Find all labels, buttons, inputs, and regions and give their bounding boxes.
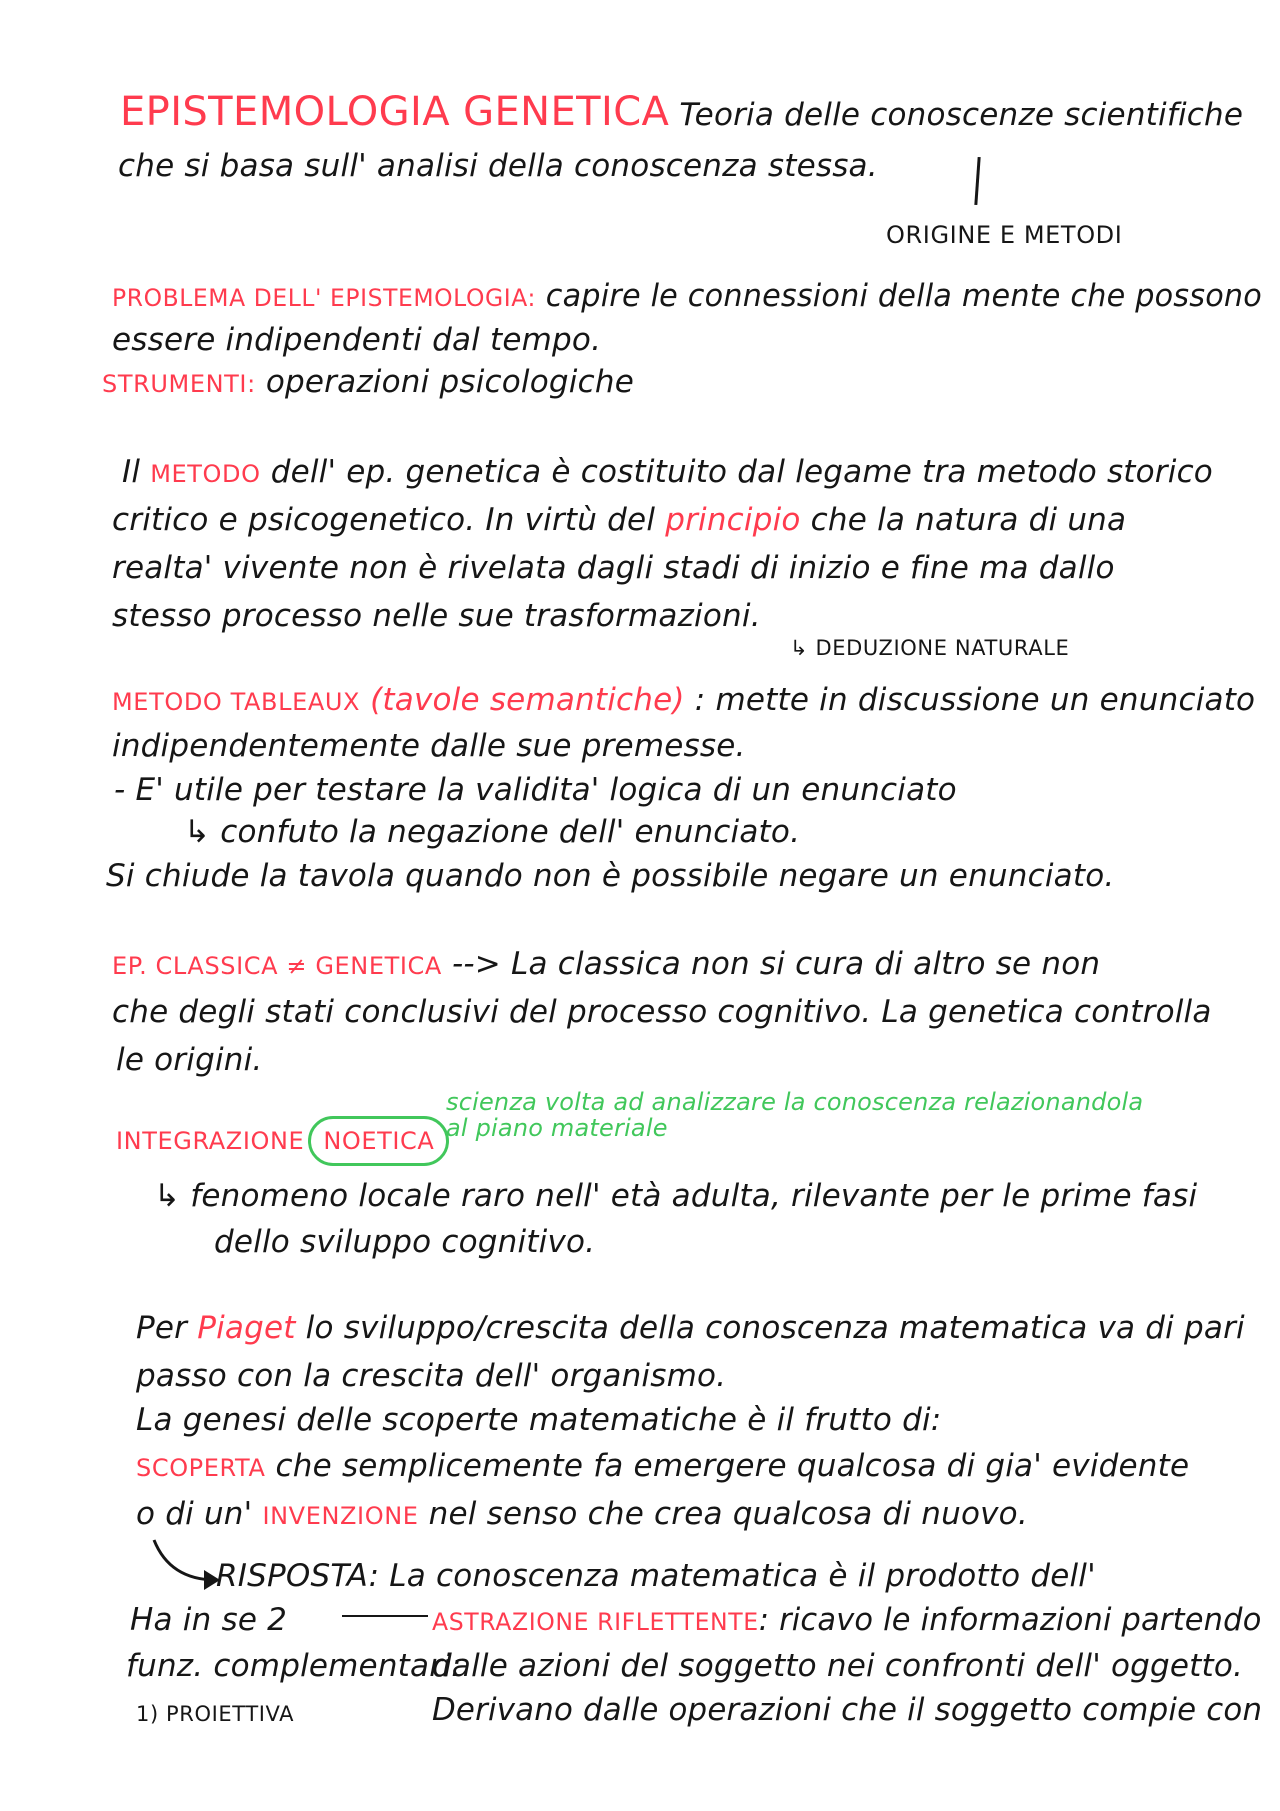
integrazione-text-2: dello sviluppo cognitivo. — [214, 1224, 596, 1260]
metodo-line-1 — [122, 452, 1213, 494]
astrazione-text-1: : ricavo le informazioni partendo — [758, 1602, 1262, 1638]
classica-text-1: La classica non si cura di altro se non — [511, 946, 1101, 982]
classica-line-2: che degli stati conclusivi del processo cognitivo. La genetica controlla — [112, 994, 1212, 1030]
corner-arrow-icon: ↳ — [790, 636, 809, 660]
funzioni-left-2: funz. complementari: — [126, 1648, 462, 1684]
deduzione-text: DEDUZIONE NATURALE — [815, 636, 1070, 660]
piaget-name: Piaget — [197, 1310, 296, 1346]
noetica-circled: NOETICA — [308, 1116, 449, 1166]
connector-line — [342, 1615, 428, 1617]
integrazione-text-1 — [154, 1176, 1197, 1216]
corner-arrow-icon-2: ↳ — [154, 1178, 181, 1214]
problema-text-1: capire le connessioni della mente che possono — [545, 278, 1263, 314]
astrazione-line-1 — [432, 1600, 1262, 1642]
classica-label: EP. CLASSICA ≠ GENETICA — [112, 952, 442, 980]
strumenti-text: operazioni psicologiche — [265, 364, 634, 400]
tableaux-line-2: indipendentemente dalle sue premesse. — [112, 728, 746, 764]
metodo-line-4: stesso processo nelle sue trasformazioni. — [112, 598, 761, 634]
metodo-keyword: METODO — [150, 460, 261, 488]
piaget-line-5 — [136, 1494, 1028, 1536]
problema-line-2: essere indipendenti dal tempo. — [112, 322, 602, 358]
integrazione-line — [116, 1116, 449, 1166]
scoperta-keyword: SCOPERTA — [136, 1454, 266, 1482]
funzioni-left-3: 1) PROIETTIVA — [136, 1702, 295, 1726]
risposta-line: RISPOSTA: La conoscenza matematica è il prodotto dell' — [216, 1558, 1096, 1594]
origine-label: ORIGINE E METODI — [886, 221, 1123, 249]
astrazione-line-2: dalle azioni del soggetto nei confronti dell' oggetto. — [432, 1648, 1244, 1684]
tableaux-arrow-text: confuto la negazione dell' enunciato. — [220, 814, 801, 850]
noetica-note-1: scienza volta ad analizzare la conoscenza relazionandola — [446, 1088, 1144, 1116]
sub-arrow-icon: ↳ — [184, 814, 211, 850]
piaget-l5-a: o di un' — [136, 1496, 253, 1532]
tableaux-bullet: - E' utile per testare la validita' logica di un enunciato — [114, 772, 957, 808]
piaget-l5-b: nel senso che crea qualcosa di nuovo. — [428, 1496, 1028, 1532]
deduzione-label — [790, 628, 1069, 668]
piaget-l1-a: Per — [136, 1310, 188, 1346]
metodo-l2-b: che la natura di una — [810, 502, 1127, 538]
problema-label: PROBLEMA DELL' EPISTEMOLOGIA: — [112, 284, 536, 312]
title-line-1 — [120, 89, 1244, 135]
pen-mark — [974, 157, 980, 205]
tableaux-chiude: Si chiude la tavola quando non è possibile negare un enunciato. — [106, 858, 1115, 894]
classica-line-3: le origini. — [116, 1042, 263, 1078]
piaget-l4-b: che semplicemente fa emergere qualcosa di gia' evidente — [275, 1448, 1190, 1484]
funzioni-left-1: Ha in se 2 — [130, 1602, 288, 1638]
tableaux-paren: (tavole semantiche) — [370, 682, 685, 718]
integrazione-label: INTEGRAZIONE — [116, 1127, 305, 1155]
astrazione-line-3: Derivano dalle operazioni che il soggetto compie con — [432, 1692, 1263, 1728]
problema-line-1 — [112, 276, 1262, 318]
piaget-line-1 — [136, 1308, 1245, 1348]
strumenti-line — [102, 362, 634, 404]
classica-line-1 — [112, 944, 1100, 986]
noetica-note-2: al piano materiale — [446, 1114, 668, 1142]
piaget-line-4 — [136, 1446, 1189, 1488]
metodo-l2-a: critico e psicogenetico. In virtù del — [112, 502, 656, 538]
piaget-l1-b: lo sviluppo/crescita della conoscenza matematica va di pari — [305, 1310, 1245, 1346]
principio-keyword: principio — [665, 502, 801, 538]
page-title: EPISTEMOLOGIA GENETICA — [120, 89, 670, 135]
metodo-line-2 — [112, 500, 1126, 540]
strumenti-label: STRUMENTI: — [102, 370, 256, 398]
metodo-line-3: realta' vivente non è rivelata dagli stadi di inizio e fine ma dallo — [112, 550, 1115, 586]
tableaux-label: METODO TABLEAUX — [112, 688, 361, 716]
astrazione-label: ASTRAZIONE RIFLETTENTE — [432, 1608, 759, 1636]
tableaux-line-1 — [112, 680, 1255, 722]
invenzione-keyword: INVENZIONE — [262, 1502, 419, 1530]
metodo-l1-a: Il — [122, 454, 141, 490]
tableaux-arrow-line — [184, 812, 800, 852]
piaget-line-3: La genesi delle scoperte matematiche è il frutto di: — [136, 1402, 942, 1438]
metodo-l1-b: dell' ep. genetica è costituito dal legame tra metodo storico — [270, 454, 1213, 490]
classica-arrow: --> — [452, 946, 501, 982]
title-definition: Teoria delle conoscenze scientifiche — [679, 97, 1244, 133]
tableaux-text-1: : mette in discussione un enunciato — [694, 682, 1256, 718]
title-line-2: che si basa sull' analisi della conoscenza stessa. — [118, 148, 878, 184]
integrazione-text-1-content: fenomeno locale raro nell' età adulta, rilevante per le prime fasi — [190, 1178, 1198, 1214]
piaget-line-2: passo con la crescita dell' organismo. — [136, 1358, 727, 1394]
